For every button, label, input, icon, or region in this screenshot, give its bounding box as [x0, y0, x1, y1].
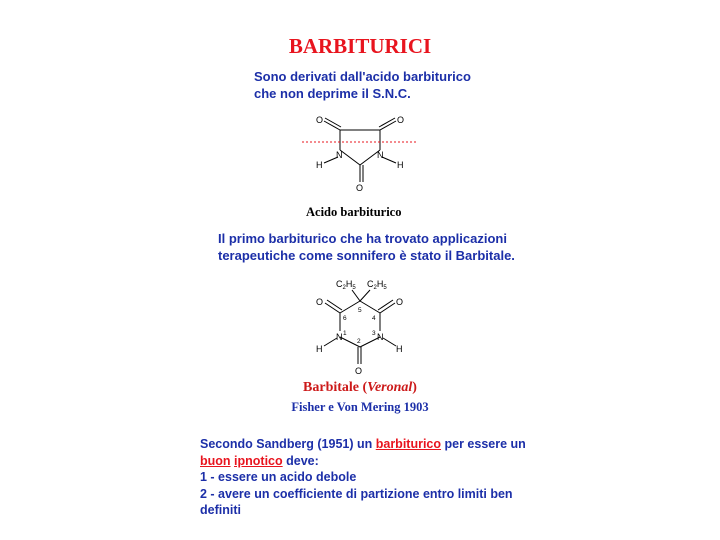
link-ipnotico[interactable]: ipnotico	[234, 453, 283, 468]
atom-h-left: H	[316, 160, 323, 170]
atom-h-right: H	[396, 344, 403, 354]
atom-o-left: O	[316, 115, 324, 125]
atom-o-bottom: O	[355, 366, 363, 376]
conditions-line-1	[200, 436, 526, 453]
barbituric-acid-caption: Acido barbiturico	[306, 205, 402, 219]
ring-number-5: 5	[358, 307, 362, 314]
atom-o-left: O	[316, 297, 324, 307]
paragraph-2-line-2: terapeutiche come sonnifero è stato il Barbitale.	[218, 248, 515, 263]
atom-n-right: N	[377, 150, 384, 160]
intro-line-2: che non deprime il S.N.C.	[254, 86, 411, 101]
intro-text	[254, 68, 471, 102]
atom-h-right: H	[397, 160, 404, 170]
substituent-ethyl-right: $C_2H_5$	[367, 279, 387, 291]
atom-o-right: O	[396, 297, 404, 307]
intro-line-1: Sono derivati dall'acido barbiturico	[254, 69, 471, 84]
barbitale-close-paren: )	[412, 380, 417, 395]
condition-item-2: 2 - avere un coefficiente di partizione entro limiti ben	[200, 486, 513, 501]
ring-number-1: 1	[343, 330, 347, 337]
page-title: BARBITURICI	[288, 34, 432, 58]
ring-number-2: 2	[357, 338, 361, 345]
conditions-text: deve:	[282, 453, 319, 468]
substituent-ethyl-left: $C_2H_5$	[336, 279, 356, 291]
barbitale-authors: Fisher e Von Mering 1903	[291, 400, 429, 414]
atom-n-right: N	[377, 332, 384, 342]
conditions-text: per essere un	[441, 437, 526, 451]
conditions-text: Secondo Sandberg (1951) un	[200, 437, 376, 451]
link-barbiturico[interactable]: barbiturico	[375, 437, 442, 451]
atom-n-left: N	[336, 332, 343, 342]
veronal-label: Veronal	[367, 380, 413, 395]
link-buon[interactable]: buon	[200, 453, 231, 468]
ring-number-6: 6	[343, 315, 347, 322]
conditions-block	[200, 436, 526, 519]
atom-o-bottom: O	[356, 183, 364, 193]
atom-o-right: O	[397, 115, 405, 125]
atom-h-left: H	[316, 344, 323, 354]
condition-item-2-cont: definiti	[200, 503, 241, 518]
barbitale-structure	[300, 273, 420, 378]
paragraph-2-line-1: Il primo barbiturico che ha trovato applicazioni	[218, 231, 507, 246]
barbituric-acid-structure	[300, 110, 420, 200]
ring-number-3: 3	[372, 330, 376, 337]
ring-number-4: 4	[372, 315, 376, 322]
condition-item-1: 1 - essere un acido debole	[200, 470, 357, 485]
conditions-line-2	[200, 453, 526, 470]
paragraph-2	[218, 230, 515, 264]
barbitale-name	[0, 380, 720, 396]
barbitale-label: Barbitale (	[303, 380, 368, 395]
atom-n-left: N	[336, 150, 343, 160]
